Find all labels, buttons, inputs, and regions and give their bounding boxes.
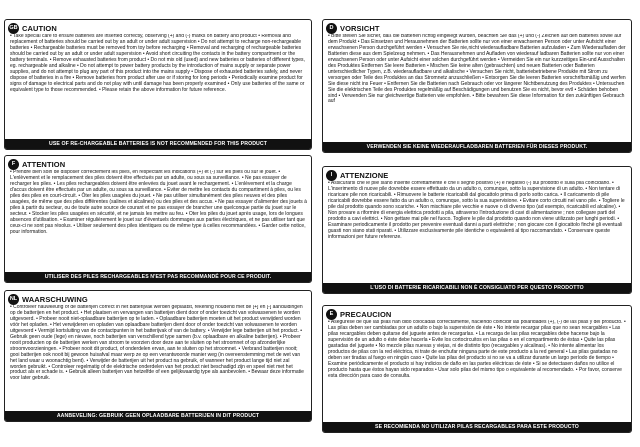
panel-title-gb: CAUTION [22, 24, 57, 33]
panel-title-i: ATTENZIONE [340, 171, 389, 180]
panel-body-i: • Assicurarsi che le pile siano inserite correttamente e che il segno positivo (+) e negativo (-) sul prodotto e sulla pila coincidano. • L'inserimento di nuove pile dovrebbe essere effettuato da un adulto o, comunque, sotto la supervisione di un adulto. • Non tentare di ricaricare pile non ricaricabili. • Rimuovere le batterie ricaricabili dal giocattolo prima di porlo sotto carica. • Il caricamento di pile ricaricabili dovrebbe essere fatto da un adulto o, comunque, sotto la sua supervisione. • Evitare corto circuiti nel vano pile. • Togliere le pile dal prodotto quando sono scariche. • Non mischiare pile vecchie e nuove o di diverso tipo (ad esempio, ricaricabili ed alcaline). • Non provare a riformire di energia elettrica prodotti a pila, attraverso l'introduzione di cavi di alimentazione ; non collegare parti del prodotto a cavi elettrici. • Non gettare mai pile nel fuoco. Togliere le pile dal prodotto quando non viene utilizzato per lunghi periodi. • Esaminare periodicamente il prodotto per prevenire eventuali danni a parti elettriche ; non giocare con il giocattolo finchè gli eventuali guasti non siano stati riparati. • Utilizzare esclusivamente pile identiche o equivalenti al tipo raccomandato. • Conservare queste informazioni per future referenze. [328, 181, 625, 240]
panel-body-e: • Asegúrese de que las pilas han dido colocadas correctamente, haciendo coincidir las polaridades (+), (-) de las pilas y del producto. • Las pilas deben ser cambiadas por un adulto o bajo la supervisión de éste • No intente recargar pilas que no sean recargables • Las pilas recargables deben quitarse del juguete antes de recargarlas. • La recarga de las pilas recargables debe hacerse bajo la supervisión de un adulto o éste debe hacerla • Evite los cortocircuitos en las pilas o en el compartimento de éstas • Quite las pilas gastadas del juguete • No mezcle pilas nuevas y viejas, ni de distinto tipo (recargables y alcalinas). • No intente alimentar los productos de pilas con la red eléctrica, ni trate de enchufar ninguna parte de este producto a la red general • Las pilas gastadas no deben ser tiradas al fuego en ningún caso • Quite las pilas del producto si no se va a utilizar durante un largo período de tiempo • Examine periódicamente el producto si hay indicios de daño en las partes eléctricas de éste • Si se detectasen daños no utilice el producto hasta que éstos hayan sido reparados • Usar solo pilas del mismo tipo o equivalente al recomendado. • Por favor, conserve esta dirección para caso de consulta. [328, 320, 626, 379]
panel-title-e: PRECAUCION [340, 310, 392, 319]
panel-footer-gb: USE OF RE-CHARGEABLE BATTERIES IS NOT RECOMMENDED FOR THIS PRODUCT [5, 139, 311, 149]
panel-footer-e: SE RECOMIENDA NO UTILIZAR PILAS RECARGABLES PARA ESTE PRODUCTO [323, 422, 631, 432]
panel-body-d: • Bitte stellen Sie sicher, daß die Batterien richtig eingelegt wurden, beachten Sie das (+) und (-) Zeichen auf den Batteries sowie auf dem Produkt • Das Einsetzen und Herausnehmen der Batterien sollte nur von einer erwachsenen Person oder unter Aufsicht einer erwachsenen Person durchgeführt werden • Versuchen Sie nie,nicht wiederaufladbare Batterien aufzuladen • Zum Wiederaufladen der Batterien diese aus dem Spielzeug nehmen. • Das Herausnehmen und Aufladen von wiederauf ladbaren Batterien sollte nur von einer erwachsenen Person oder unter Aufsicht einer solchen durchgeführt werden • Vermeiden Sie ein nur kurzzeitiges Ein-und Ausschalten des Produktes Entfernen Sie leere Batterien • Mischen Sie keine alten (gebrauchten) und neuen Batterien oder Batterien unterschiedlicher Typen, z.B. wiederaufladbare und alkalische • Versuchen Sie nicht, batteriebetriebene Produkte mit Strom zu versorgen oder Teile des Produktes an das Stromnetz anzuschließen • Entsorgen Sie die leeren Batterien vorschriftsmäßig und werfen Sie diese nicht ins Feuer • Entfernen Sie die Batterien nach Gebrauch oder vor längerer Nichtbenutzung des Produktes • Untersuchen Sie die elektrischen Teile des Produktes regelmäßig auf Beschädigungen und benutzen Sie es nicht, bevor evtl • Schäden behoben sind • Verwenden Sie nur gleichwertige Batterien wie empfohlen. • Bitte bewahren Sie diese Information für den zukünftigen Gebrauch auf [328, 34, 626, 105]
panel-body-f: • Prendre bien soin de disposer correctement les piles, en respectant les indications (+) et (-) sur les piles ou sur le jouet. • L'enlèvement et le remplacement des piles doivent être effectués par un adulte, ou sous sa surveillance. • Ne pas essayer de recharger les piles. • Les piles rechargeables doivent être enlevées du jouet avant le rechargement. • L'enlèvement et la charge d'accus doivent être effectués par un adulte, ou sous sa surveillance. • Eviter de mettre les contacts du compartiment à piles, ou les piles des piles en court-circuit. • Ôter les piles usagées du jouet. • Ne pas utiliser simultanément des piles neuves et des piles usagées, de même que des piles différentes (salines et alcalines) ou des piles et des accus. • Ne pas essayer d'alimenter des jouets à piles à partir du secteur, ou de toute autre source de courant et ne pas essayer de brancher une quelconque partie du jouet sur le secteur. • Stocker les piles usagées en sécurité, et ne jamais les mettre au feu. • Oter les piles du jouet après usage, lors de longues absences d'utilisation. • Examiner régulièrement le jouet sur d'éventuels dommages aux parties électriques, et ne pas utiliser tant que ceux-ci ne sont pas résolus. • Utiliser seulement des piles identiques ou de même type à celles recommandées. • Garder cette notice, pour information. [10, 170, 307, 235]
language-badge-gb: GB [8, 23, 19, 34]
language-badge-f: F [8, 159, 19, 170]
language-badge-i: I [326, 170, 337, 181]
panel-footer-f: UTILISER DES PILES RECHARGEABLES N'EST PAS RECOMMANDÉ POUR CE PRODUIT. [5, 272, 311, 282]
panel-title-d: VORSICHT [340, 24, 380, 33]
panel-body-nl: • Controleer nauwkeurig of de batterijen correct in het batterijvak werden geplaatst, rekening houdend met de [+] en [-] aanduidingen op de batterijen en het product. • Het plaatsen en vervangen van batterijen dient door of onder toezicht van volwassenen te worden uitgevoerd. • Probeer nooit niet-oplaadbare batterijen op te laden. • Oplaadbare batterijen moeten uit het product verwijderd worden vóór het opladen. • Het verwijderen en opladen van oplaadbare batterijen dient door of onder toezicht van volwassenen te worden uitgevoerd • Vermijd kortsluiting van de contactpunten in het batterijvak of van de battery. • Verwijder lege batterijen uit het product. • Gebruik geen oude (lege) en nieuwe, noch batterijen van verschillend type samen (b.v. oplaadbare en alkaline batterijen). • Probeer nooit producten op de batterijen werken van stroom te voorzien door deze aan te sluiten op het stroomnet of op afzonderlijke stroomvoorzieningen. • Probeer nooit dit product, of onderdelen ervan, aan te sluiten op het stroomnet. • Verbrand batterijen nooit; gooi batterijen ook nooit bij gewoon huisafval maar werp ze op een verantwoorde manier weg (in overeenstemming met de wet van het land waar u woonachtig bent). • Verwijder de batterijen uit het product na gebruik, of wanneer het product lange tijd niet zal worden gebruikt. • Controleer regelmatig of de elektrische onderdelen van het product niet beschadigd zijn en speel niet met het product als er schade is. • Gebruik alleen batterijen van hetzelfde of een gelijkwaardig type als aanbevolen. • Bewaar deze informatie voor later gebruik. [10, 305, 304, 382]
caution-panel-e [322, 305, 632, 433]
panel-footer-d: VERWENDEN SIE KEINE WIEDERAUFLADBAREN BATTERIEN FÜR DIESES PRODUKT. [323, 142, 631, 152]
caution-panel-gb [4, 19, 312, 150]
panel-footer-i: L'USO DI BATTERIE RICARICABILI NON È CONSIGLIATO PER QUESTO PRODOTTO [323, 283, 631, 293]
language-badge-e: E [326, 309, 337, 320]
caution-panel-d [322, 19, 632, 153]
caution-panel-i [322, 166, 632, 294]
panel-title-nl: WAARSCHUWING [22, 295, 88, 304]
panel-body-gb: • Take special care to ensure batteries are inserted correctly, observing (+) and (-) marks on battery and product • Removal and replacement of batteries should be carried out by an adult or under adult supervision • Do not attempt to recharge non-rechargeable batteries • Rechargeable batteries must be removed from toy before recharging • Removal and recharging of rechargeable batteries should be carried out by an adult or under adult supervision • Avoid short circuiting the contacts in the battery compartment or the battery terminals. • Remove exhausted batteries from product • Do not mix old (used) and new batteries or batteries of different types, eg. rechargeable and alkaline • Do not attempt to power battery products by the introduction of mains supply or separate power supplies, and do not attempt to plug any part of this product into the mains supply • Dispose of exhausted batteries safely, and never dispose of batteries in a fire • Remove batteries from product after use or if storing for long periods • Periodically examine product for signs of damage to electrical parts and do not play with until damage has been properly examined • Only use batteries of the same or equivalent type to those recommended. • Please retain the above information for future reference. [10, 34, 305, 93]
panel-footer-nl: AANBEVELING: GEBRUIK GEEN OPLAADBARE BATTERIJEN IN DIT PRODUCT [5, 411, 311, 421]
caution-panel-f [4, 155, 312, 283]
caution-panel-nl [4, 290, 312, 422]
language-badge-d: D [326, 23, 337, 34]
panel-title-f: ATTENTION [22, 160, 66, 169]
language-badge-nl: NL [8, 294, 19, 305]
